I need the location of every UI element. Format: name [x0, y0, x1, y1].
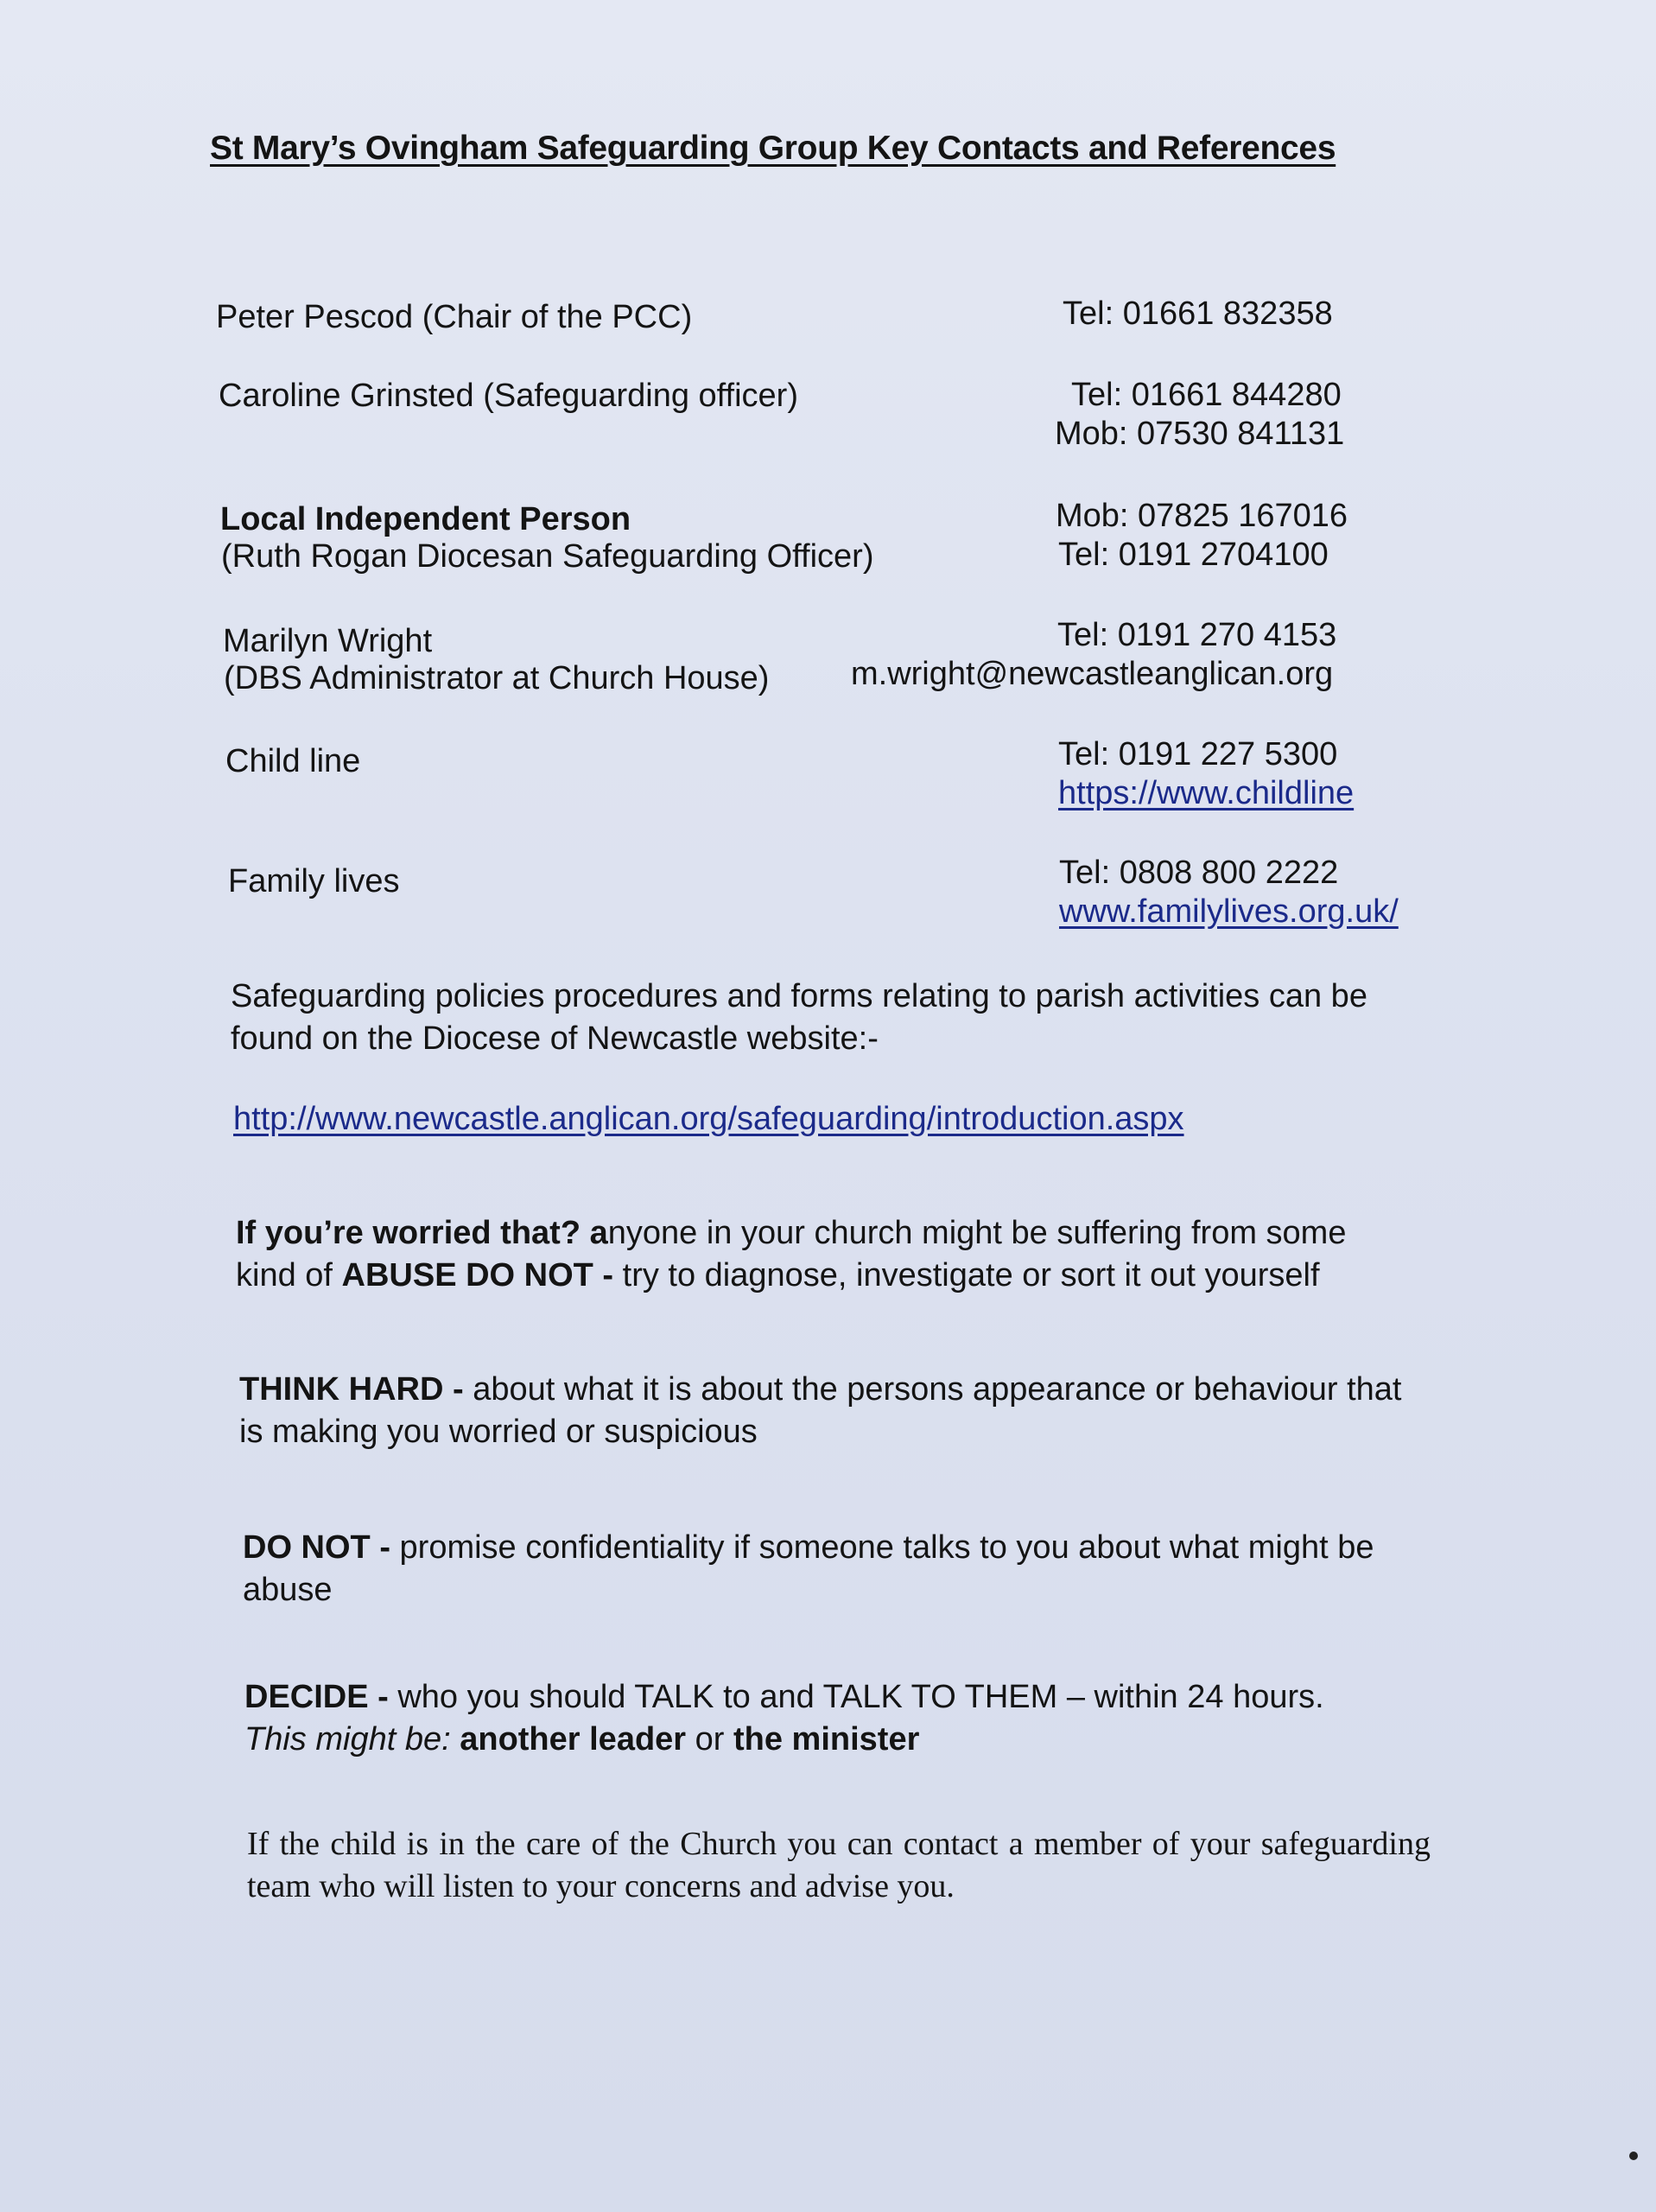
decide-paragraph [244, 1676, 1471, 1761]
decide-or: or [686, 1721, 733, 1758]
think-hard-label: THINK HARD - [239, 1371, 464, 1408]
contact-familylives-tel: Tel: 0808 800 2222 [1059, 855, 1339, 891]
do-not-paragraph [243, 1527, 1435, 1611]
contact-familylives-link[interactable]: www.familylives.org.uk/ [1059, 893, 1399, 930]
policies-link[interactable]: http://www.newcastle.anglican.org/safeguarding/introduction.aspx [233, 1101, 1184, 1137]
contact-childline-tel: Tel: 0191 227 5300 [1058, 736, 1338, 772]
contact-wright-name: Marilyn Wright [223, 623, 433, 659]
contact-grinsted-mob: Mob: 07530 841131 [1055, 416, 1345, 452]
contact-grinsted-tel: Tel: 01661 844280 [1071, 377, 1342, 413]
decide-the-minister: the minister [733, 1721, 920, 1758]
worried-bold-lead: If you’re worried that? a [236, 1215, 608, 1251]
contact-wright-email: m.wright@newcastleanglican.org [851, 656, 1334, 692]
contact-wright-role: (DBS Administrator at Church House) [224, 660, 770, 696]
worried-paragraph [236, 1212, 1411, 1297]
abuse-do-not: ABUSE DO NOT - [341, 1257, 614, 1294]
decide-text: who you should TALK to and TALK TO THEM – within 24 hours. [388, 1679, 1324, 1715]
policies-text: Safeguarding policies procedures and forms relating to parish activities can be found on the Diocese of Newcastle website:- [231, 978, 1367, 1057]
contact-grinsted-name: Caroline Grinsted (Safeguarding officer) [219, 378, 798, 414]
page-title: St Mary’s Ovingham Safeguarding Group Key Contacts and References [210, 130, 1336, 167]
decide-another-leader: another leader [460, 1721, 687, 1758]
think-hard-paragraph [239, 1369, 1414, 1453]
contact-wright-tel: Tel: 0191 270 4153 [1057, 617, 1337, 653]
contact-rogan-heading: Local Independent Person [220, 501, 631, 537]
contact-pescod-name: Peter Pescod (Chair of the PCC) [216, 299, 693, 335]
contact-pescod-tel: Tel: 01661 832358 [1063, 296, 1333, 332]
do-not-label: DO NOT - [243, 1529, 390, 1566]
closing-paragraph: If the child is in the care of the Church you can contact a member of your safeguarding team who will listen to your concerns and advise you. [247, 1826, 1431, 1904]
decide-italic: This might be: [244, 1721, 451, 1758]
contact-familylives-name: Family lives [228, 863, 400, 899]
contact-rogan-name: (Ruth Rogan Diocesan Safeguarding Officer) [221, 538, 874, 575]
worried-text-tail: try to diagnose, investigate or sort it out yourself [613, 1257, 1320, 1294]
contact-childline-name: Child line [225, 743, 361, 779]
paper-mark-dot [1629, 2152, 1638, 2160]
contact-rogan-tel: Tel: 0191 2704100 [1058, 537, 1329, 573]
worried-text: nyone in your church might be suffering from some kind of [236, 1215, 1347, 1294]
think-hard-text: about what it is about the persons appearance or behaviour that is making you worried or suspicious [239, 1371, 1402, 1450]
decide-label: DECIDE - [244, 1679, 389, 1715]
contact-rogan-mob: Mob: 07825 167016 [1056, 498, 1348, 534]
do-not-text: promise confidentiality if someone talks to you about what might be abuse [243, 1529, 1374, 1608]
contact-childline-link[interactable]: https://www.childline [1058, 775, 1355, 811]
